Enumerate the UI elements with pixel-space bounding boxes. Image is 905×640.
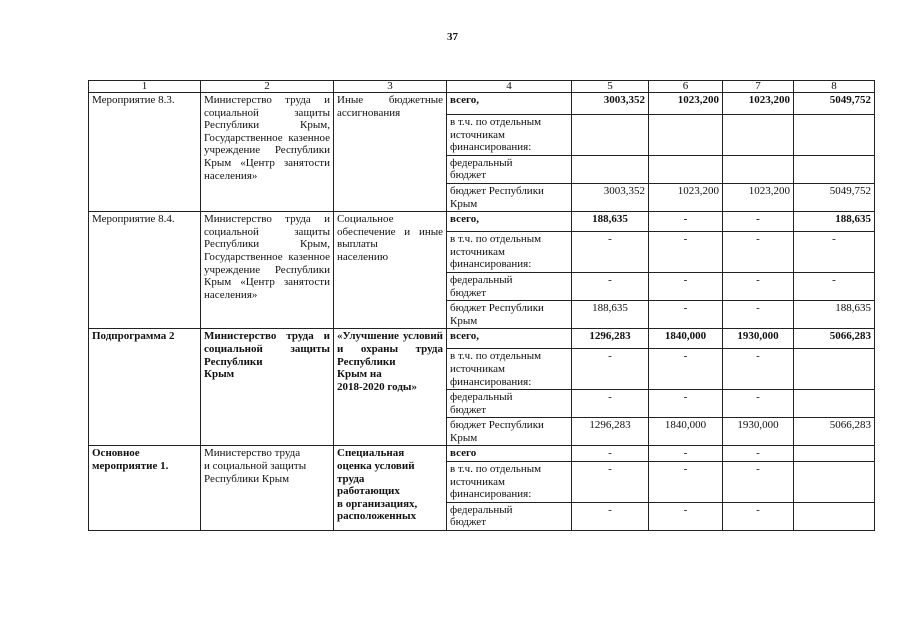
executor-cell xyxy=(201,93,334,212)
value-cell: - xyxy=(723,232,794,273)
source-line: в т.ч. по отдельным xyxy=(450,350,542,363)
source-line: бюджет xyxy=(450,516,486,529)
table-row xyxy=(89,212,875,232)
value-cell xyxy=(723,155,794,183)
value-cell: - xyxy=(649,446,723,462)
expense-type-cell xyxy=(334,329,447,446)
value-cell: - xyxy=(572,390,649,418)
value-cell: - xyxy=(572,272,649,300)
column-header: 1 xyxy=(89,81,201,93)
page-number: 37 xyxy=(447,31,458,43)
executor-line: Государственное xyxy=(204,250,283,263)
value-cell: - xyxy=(649,349,723,390)
source-federal xyxy=(447,155,572,183)
value-cell: 5066,283 xyxy=(794,418,875,446)
executor-line: защиты Республики xyxy=(204,342,330,368)
executor-line: казенное учреждение xyxy=(204,131,330,157)
table-row xyxy=(89,446,875,462)
activity-line: Основное xyxy=(92,447,140,460)
value-cell: 3003,352 xyxy=(572,93,649,115)
column-header: 8 xyxy=(794,81,875,93)
value-cell xyxy=(794,349,875,390)
expense-type-cell xyxy=(334,212,447,329)
value-cell: 1296,283 xyxy=(572,418,649,446)
source-federal xyxy=(447,390,572,418)
value-cell: 188,635 xyxy=(794,301,875,329)
value-cell: - xyxy=(649,502,723,530)
expense-line: Крым на xyxy=(337,368,382,381)
source-line: финансирования: xyxy=(450,258,532,271)
value-cell xyxy=(794,155,875,183)
value-cell: 1023,200 xyxy=(723,93,794,115)
column-number-row xyxy=(89,81,875,93)
source-line: финансирования: xyxy=(450,488,532,501)
value-cell: 188,635 xyxy=(794,212,875,232)
source-line: бюджет xyxy=(450,403,486,416)
value-cell: - xyxy=(649,232,723,273)
executor-line: и социальной защиты xyxy=(204,213,331,238)
source-total: всего xyxy=(447,446,572,462)
expense-line: населению xyxy=(337,250,389,263)
expense-line: иные выплаты xyxy=(337,225,443,251)
executor-line: Министерство xyxy=(204,330,277,343)
source-federal xyxy=(447,272,572,300)
source-line: федеральный xyxy=(450,273,513,286)
source-line: Крым xyxy=(450,431,478,444)
column-header: 7 xyxy=(723,81,794,93)
activity-cell: Мероприятие 8.4. xyxy=(89,212,201,329)
source-republic xyxy=(447,183,572,211)
source-line: финансирования: xyxy=(450,375,532,388)
source-republic xyxy=(447,301,572,329)
value-cell: - xyxy=(572,446,649,462)
source-line: федеральный xyxy=(450,156,513,169)
value-cell: 188,635 xyxy=(572,301,649,329)
executor-line: Республики Крым xyxy=(204,263,330,289)
activity-cell: Подпрограмма 2 xyxy=(89,329,201,446)
column-header: 2 xyxy=(201,81,334,93)
source-federal xyxy=(447,502,572,530)
expense-line: ассигнования xyxy=(337,106,401,119)
value-cell: - xyxy=(723,462,794,503)
value-cell xyxy=(649,115,723,156)
value-cell xyxy=(794,446,875,462)
expense-type-cell xyxy=(334,446,447,531)
value-cell: 5049,752 xyxy=(794,93,875,115)
source-line: федеральный xyxy=(450,391,513,404)
value-cell: 1296,283 xyxy=(572,329,649,349)
value-cell: 3003,352 xyxy=(572,183,649,211)
executor-line: Республики Крым xyxy=(204,144,330,169)
value-cell xyxy=(794,115,875,156)
value-cell: - xyxy=(723,272,794,300)
source-line: Крым xyxy=(450,314,478,327)
source-line: бюджет Республики xyxy=(450,302,544,315)
table-row xyxy=(89,93,875,115)
value-cell: - xyxy=(723,390,794,418)
value-cell: - xyxy=(649,462,723,503)
executor-line: Министерство труда xyxy=(204,447,301,460)
column-header: 3 xyxy=(334,81,447,93)
source-line: финансирования: xyxy=(450,141,532,154)
expense-line: Специальная xyxy=(337,447,405,460)
value-cell: - xyxy=(572,462,649,503)
source-total: всего, xyxy=(447,212,572,232)
value-cell: - xyxy=(649,212,723,232)
source-total: всего, xyxy=(447,93,572,115)
expense-line: труда Республики xyxy=(337,342,443,368)
table-row xyxy=(89,329,875,349)
column-header: 6 xyxy=(649,81,723,93)
source-line: в т.ч. по отдельным xyxy=(450,463,542,476)
value-cell: 188,635 xyxy=(572,212,649,232)
source-line: источникам xyxy=(450,475,505,488)
value-cell xyxy=(794,502,875,530)
value-cell: - xyxy=(723,212,794,232)
source-line: источникам xyxy=(450,128,505,141)
executor-line: «Центр занятости xyxy=(240,276,331,289)
value-cell: - xyxy=(794,272,875,300)
activity-cell xyxy=(89,446,201,531)
source-line: бюджет Республики xyxy=(450,184,544,197)
value-cell: 1023,200 xyxy=(649,93,723,115)
executor-line: населения» xyxy=(204,169,258,182)
value-cell: - xyxy=(794,232,875,273)
value-cell xyxy=(723,115,794,156)
expense-line: труда xyxy=(337,472,365,485)
expense-line: работающих xyxy=(337,485,400,498)
expense-line: обеспечение и xyxy=(337,225,411,238)
value-cell: 1023,200 xyxy=(649,183,723,211)
source-line: источникам xyxy=(450,245,505,258)
executor-line: и социальной защиты xyxy=(204,460,307,473)
value-cell: 1840,000 xyxy=(649,418,723,446)
expense-line: в организациях, xyxy=(337,497,418,510)
executor-line: Республики Крым, xyxy=(204,238,330,251)
source-line: бюджет xyxy=(450,286,486,299)
source-including xyxy=(447,462,572,503)
source-including xyxy=(447,349,572,390)
expense-line: расположенных xyxy=(337,510,417,523)
source-line: федеральный xyxy=(450,503,513,516)
value-cell: - xyxy=(649,301,723,329)
value-cell: 5066,283 xyxy=(794,329,875,349)
source-line: бюджет xyxy=(450,169,486,182)
executor-cell xyxy=(201,329,334,446)
expense-type-cell xyxy=(334,93,447,212)
expense-line: условий и охраны xyxy=(337,330,443,355)
source-including xyxy=(447,232,572,273)
executor-line: и социальной защиты xyxy=(204,94,331,119)
value-cell xyxy=(572,115,649,156)
source-republic xyxy=(447,418,572,446)
value-cell: - xyxy=(723,301,794,329)
source-including xyxy=(447,115,572,156)
value-cell: 1930,000 xyxy=(723,329,794,349)
expense-line: «Улучшение xyxy=(337,330,399,343)
value-cell: - xyxy=(572,232,649,273)
value-cell: - xyxy=(723,349,794,390)
source-line: источникам xyxy=(450,362,505,375)
executor-line: Республики Крым xyxy=(204,472,290,485)
expense-line: оценка условий xyxy=(337,460,415,473)
value-cell: 5049,752 xyxy=(794,183,875,211)
column-header: 4 xyxy=(447,81,572,93)
value-cell xyxy=(572,155,649,183)
value-cell: - xyxy=(649,272,723,300)
value-cell: - xyxy=(723,446,794,462)
value-cell: - xyxy=(572,349,649,390)
value-cell: 1930,000 xyxy=(723,418,794,446)
executor-line: Министерство труда xyxy=(204,213,311,226)
value-cell: - xyxy=(723,502,794,530)
executor-line: труда и социальной xyxy=(204,330,330,355)
value-cell: - xyxy=(572,502,649,530)
executor-line: Министерство труда xyxy=(204,94,311,106)
source-line: в т.ч. по отдельным xyxy=(450,233,542,246)
source-line: Крым xyxy=(450,197,478,210)
budget-table xyxy=(88,80,875,531)
executor-line: «Центр занятости xyxy=(240,156,331,169)
activity-line: мероприятие 1. xyxy=(92,460,169,473)
value-cell xyxy=(794,462,875,503)
expense-line: 2018-2020 годы» xyxy=(337,380,417,393)
value-cell xyxy=(794,390,875,418)
value-cell: 1023,200 xyxy=(723,183,794,211)
executor-line: Республики Крым, xyxy=(204,119,330,132)
executor-line: казенное учреждение xyxy=(204,250,330,276)
activity-cell: Мероприятие 8.3. xyxy=(89,93,201,212)
executor-line: населения» xyxy=(204,288,258,301)
value-cell xyxy=(649,155,723,183)
source-total: всего, xyxy=(447,329,572,349)
source-line: бюджет Республики xyxy=(450,419,544,432)
expense-line: Иные бюджетные xyxy=(337,94,443,106)
executor-line: Государственное xyxy=(204,131,283,144)
column-header: 5 xyxy=(572,81,649,93)
expense-line: Социальное xyxy=(337,213,394,226)
executor-cell xyxy=(201,446,334,531)
executor-cell xyxy=(201,212,334,329)
value-cell: 1840,000 xyxy=(649,329,723,349)
executor-line: Крым xyxy=(204,368,235,381)
source-line: в т.ч. по отдельным xyxy=(450,116,542,128)
value-cell: - xyxy=(649,390,723,418)
